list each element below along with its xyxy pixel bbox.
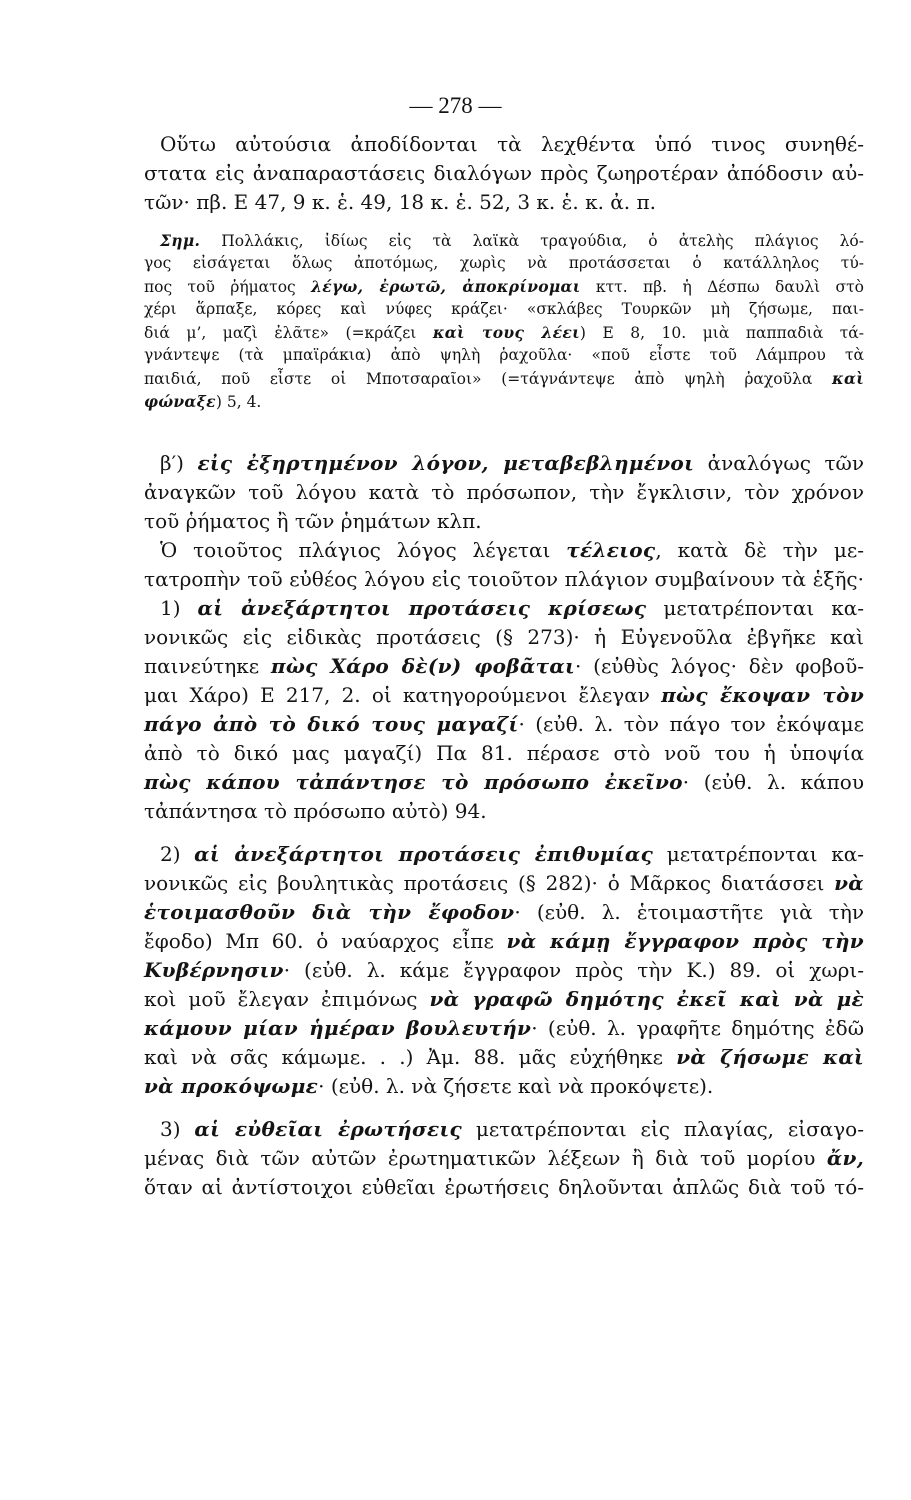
text-line [144,229,864,252]
text-segment: νονικῶς εἰς βουλητικὰς προτάσεις (§ 282)· ὁ Μᾶρκος διατάσσει [144,871,835,895]
paragraph [144,449,864,536]
text-segment: ἔφοδο) Μπ 60. ὁ ναύαρχος εἶπε [144,929,507,953]
text-line [144,623,864,652]
note-paragraph [144,229,864,413]
text-segment: τατροπὴν τοῦ εὐθέος λόγου εἰς τοιοῦτον πλάγιον συμβαίνουν τὰ ἑξῆς· [144,567,864,591]
emphasis-text: Κυβέρνησιν [144,958,284,982]
text-segment: διά μ’, μαζὶ ἐλᾶτε» (=κράζει [144,324,433,342]
text-line [144,739,864,768]
text-segment: ) 5, 4. [215,393,262,411]
text-segment: 2) [160,842,195,866]
text-line [144,449,864,478]
paragraph [144,594,864,826]
text-segment: 1) [160,596,198,620]
text-segment: χέρι ἅρπαξε, κόρες καὶ νύφες κράζει· «σκλάβες Τουρκῶν μὴ ζήσωμε, παι- [144,300,864,318]
text-line [144,344,864,367]
text-segment: ἀναλόγως τῶν [694,451,864,475]
emphasis-text: νὰ κάμῃ ἔγγραφον πρὸς τὴν [506,929,864,953]
emphasis-text: κάμουν μίαν ἡμέραν βουλευτήν [144,1016,532,1040]
text-line [144,252,864,275]
paragraph [144,1115,864,1202]
text-segment: · (εὐθ. λ. ἑτοιμαστῆτε γιὰ τὴν [514,900,865,924]
text-segment: γνάντεψε (τὰ μπαϊράκια) ἀπὸ ψηλὴ ῥαχοῦλα· «ποῦ εἶστε τοῦ Λάμπρου τὰ [144,346,864,364]
emphasis-text: πάγο ἀπὸ τὸ δικό τους μαγαζί [144,712,519,736]
emphasis-text: νὰ ζήσωμε καὶ [676,1045,865,1069]
text-line [144,898,864,927]
text-segment: τἀπάντησα τὸ πρόσωπο αὐτὸ) 94. [144,799,487,823]
paragraph [144,130,864,217]
text-segment: ) Ε 8, 10. μιὰ παππαδιὰ τά- [579,324,864,342]
emphasis-text: ἑτοιμασθοῦν διὰ τὴν ἔφοδον [144,900,515,924]
page-number: — 278 — [409,93,502,118]
text-segment: ἀπὸ τὸ δικό μας μαγαζί) Πα 81. πέρασε στὸ νοῦ του ἡ ὑποψία [144,741,864,765]
text-line [144,478,864,507]
text-line [144,1072,864,1101]
text-line [144,298,864,321]
text-line [144,768,864,797]
emphasis-text: νὰ [834,871,864,895]
emphasis-text: νὰ γραφῶ δημότης ἐκεῖ καὶ νὰ μὲ [429,987,864,1011]
text-segment: καὶ νὰ σᾶς κάμωμε. . .) Ἀμ. 88. μᾶς εὐχήθηκε [144,1045,677,1069]
emphasis-text: λέγω, ἐρωτῶ, ἀποκρίνομαι [311,277,581,296]
text-line [144,275,864,298]
emphasis-text: καὶ [832,369,864,388]
text-segment: ὅταν αἱ ἀντίστοιχοι εὐθεῖαι ἐρωτήσεις δηλοῦνται ἁπλῶς διὰ τοῦ τό- [144,1175,864,1199]
text-segment: παιδιά, ποῦ εἶστε οἱ Μποτσαραῖοι» (=τάγνάντεψε ἀπὸ ψηλὴ ῥαχοῦλα [144,370,833,388]
text-segment: Οὕτω αὐτούσια ἀποδίδονται τὰ λεχθέντα ὑπό τινος συνηθέ- [160,132,864,156]
text-line [144,1144,864,1173]
text-line [144,565,864,594]
text-line [144,652,864,681]
text-segment: κττ. πβ. ἡ Δέσπω δαυλὶ στὸ [580,278,864,296]
text-segment: πος τοῦ ῥήματος [144,278,312,296]
paragraph [144,840,864,1101]
emphasis-text: πὼς ἔκοψαν τὸν [661,683,864,707]
body-text [144,130,864,1202]
text-segment: τοῦ ῥήματος ἢ τῶν ῥημάτων κλπ. [144,509,482,533]
text-segment: · (εὐθ. λ. γραφῆτε δημότης ἐδῶ [531,1016,864,1040]
emphasis-text: εἰς ἐξηρτημένον λόγον, μεταβεβλημένοι [197,451,695,475]
text-line [144,985,864,1014]
text-segment: μαι Χάρο) Ε 217, 2. οἱ κατηγορούμενοι ἔλεγαν [144,683,662,707]
text-segment: νονικῶς εἰς εἰδικὰς προτάσεις (§ 273)· ἡ Εὐγενοῦλα ἐβγῆκε καὶ [144,625,864,649]
text-segment: 3) [160,1117,195,1141]
text-line [144,594,864,623]
text-line [144,159,864,188]
emphasis-text: πὼς Χάρο δὲ(ν) φοβᾶται [270,654,575,678]
text-segment: μένας διὰ τῶν αὐτῶν ἐρωτηματικῶν λέξεων ἢ διὰ τοῦ μορίου [144,1146,827,1170]
text-line [144,1115,864,1144]
paragraph [144,536,864,594]
text-line [144,188,864,217]
text-line [144,507,864,536]
text-segment: , κατὰ δὲ τὴν με- [655,538,864,562]
text-line [144,681,864,710]
emphasis-text: τέλειος [566,538,656,562]
text-segment: τῶν· πβ. Ε 47, 9 κ. ἑ. 49, 18 κ. ἑ. 52, 3 κ. ἑ. κ. ἀ. π. [144,190,657,214]
text-line [144,797,864,826]
emphasis-text: νὰ προκόψωμε [144,1074,319,1098]
text-segment: ἀναγκῶν τοῦ λόγου κατὰ τὸ πρόσωπον, τὴν ἔγκλισιν, τὸν χρόνον [144,480,864,504]
text-line [144,710,864,739]
text-segment: · (εὐθ. λ. κάμε ἔγγραφον πρὸς τὴν Κ.) 89. οἱ χωρι- [283,958,864,982]
emphasis-text: Σημ. [160,231,201,250]
text-segment: Πολλάκις, ἰδίως εἰς τὰ λαϊκὰ τραγούδια, ὁ ἀτελὴς πλάγιος λό- [200,232,864,250]
text-segment: Ὁ τοιοῦτος πλάγιος λόγος λέγεται [160,538,567,562]
text-line [144,130,864,159]
emphasis-text: αἱ ἀνεξάρτητοι προτάσεις κρίσεως [197,596,647,620]
emphasis-text: φώναξε [144,392,216,411]
text-segment: στατα εἰς ἀναπαραστάσεις διαλόγων πρὸς ζωηροτέραν ἀπόδοσιν αὐ- [144,161,864,185]
emphasis-text: ἄν, [826,1146,864,1170]
emphasis-text: αἱ εὐθεῖαι ἐρωτήσεις [194,1117,462,1141]
text-segment: · (εὐθ. λ. τὸν πάγο τον ἐκόψαμε [518,712,864,736]
text-line [144,927,864,956]
text-line [144,1173,864,1202]
text-segment: · (εὐθὺς λόγος· δὲν φοβοῦ- [575,654,864,678]
text-line [144,390,864,413]
text-segment: μετατρέπονται κα- [646,596,864,620]
text-line [144,367,864,390]
text-segment: μετατρέπονται εἰς πλαγίας, εἰσαγο- [461,1117,864,1141]
emphasis-text: καὶ τους λέει [432,323,580,342]
text-line [144,1043,864,1072]
text-segment: · (εὐθ. λ. νὰ ζήσετε καὶ νὰ προκόψετε). [318,1074,714,1098]
text-segment: β′) [160,451,198,475]
text-segment: γος εἰσάγεται ὅλως ἀποτόμως, χωρὶς νὰ προτάσσεται ὁ κατάλληλος τύ- [144,254,864,272]
text-line [144,1014,864,1043]
text-segment: · (εὐθ. λ. κάπου [682,770,864,794]
text-line [144,321,864,344]
emphasis-text: πὼς κάπου τἀπάντησε τὸ πρόσωπο ἐκεῖνο [144,770,683,794]
text-line [144,536,864,565]
text-line [144,956,864,985]
text-segment: παινεύτηκε [144,654,271,678]
emphasis-text: αἱ ἀνεξάρτητοι προτάσεις ἐπιθυμίας [194,842,654,866]
text-line [144,840,864,869]
text-segment: κοὶ μοῦ ἔλεγαν ἐπιμόνως [144,987,430,1011]
text-segment: μετατρέπονται κα- [653,842,864,866]
text-line [144,869,864,898]
